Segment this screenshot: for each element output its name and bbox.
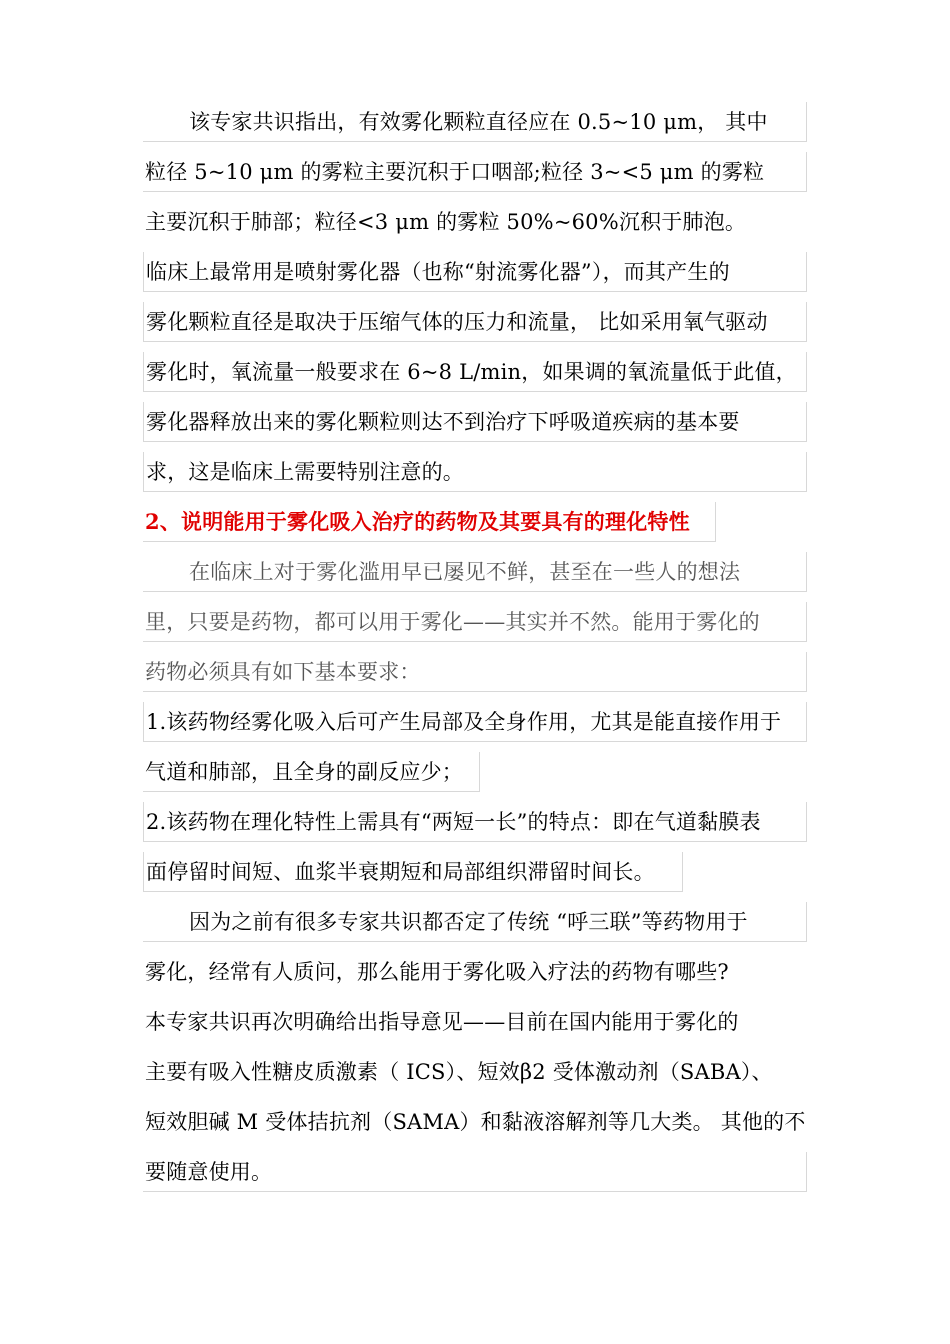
paragraph-2-line-3: 雾化时，氧流量一般要求在 6~8 L/min，如果调的氧流量低于此值，	[143, 352, 807, 392]
paragraph-6-line-5: 短效胆碱 M 受体拮抗剂（SAMA）和黏液溶解剂等几大类。 其他的不	[145, 1110, 806, 1134]
paragraph-3-line-2: 里，只要是药物，都可以用于雾化——其实并不然。能用于雾化的	[143, 602, 807, 642]
paragraph-2-line-2: 雾化颗粒直径是取决于压缩气体的压力和流量， 比如采用氧气驱动	[143, 302, 807, 342]
paragraph-5-line-2: 面停留时间短、血浆半衰期短和局部组织滞留时间长。	[143, 852, 683, 892]
paragraph-3-line-3: 药物必须具有如下基本要求：	[143, 652, 807, 692]
paragraph-5-line-1: 2.该药物在理化特性上需具有“两短一长”的特点：即在气道黏膜表	[143, 802, 807, 842]
paragraph-1-line-1: 该专家共识指出，有效雾化颗粒直径应在 0.5~10 μm， 其中	[143, 102, 807, 142]
paragraph-6-line-4: 主要有吸入性糖皮质激素（ ICS）、短效β2 受体激动剂（SABA）、	[145, 1060, 773, 1084]
paragraph-6-line-3: 本专家共识再次明确给出指导意见——目前在国内能用于雾化的	[145, 1010, 739, 1034]
paragraph-1-line-2: 粒径 5~10 μm 的雾粒主要沉积于口咽部;粒径 3~<5 μm 的雾粒	[143, 152, 807, 192]
paragraph-2-line-1: 临床上最常用是喷射雾化器（也称“射流雾化器”），而其产生的	[143, 252, 807, 292]
paragraph-6-line-1: 因为之前有很多专家共识都否定了传统 “呼三联”等药物用于	[143, 902, 807, 942]
paragraph-4-line-2: 气道和肺部，且全身的副反应少；	[143, 752, 480, 792]
section-heading: 2、说明能用于雾化吸入治疗的药物及其要具有的理化特性	[143, 502, 716, 542]
paragraph-2-line-5: 求，这是临床上需要特别注意的。	[143, 452, 807, 492]
paragraph-3-line-1: 在临床上对于雾化滥用早已屡见不鲜，甚至在一些人的想法	[143, 552, 807, 592]
paragraph-1-line-3: 主要沉积于肺部；粒径<3 μm 的雾粒 50%~60%沉积于肺泡。	[145, 210, 747, 234]
paragraph-6-line-2: 雾化，经常有人质问，那么能用于雾化吸入疗法的药物有哪些?	[145, 960, 729, 984]
paragraph-6-line-6: 要随意使用。	[143, 1152, 807, 1192]
paragraph-2-line-4: 雾化器释放出来的雾化颗粒则达不到治疗下呼吸道疾病的基本要	[143, 402, 807, 442]
paragraph-4-line-1: 1.该药物经雾化吸入后可产生局部及全身作用，尤其是能直接作用于	[143, 702, 807, 742]
